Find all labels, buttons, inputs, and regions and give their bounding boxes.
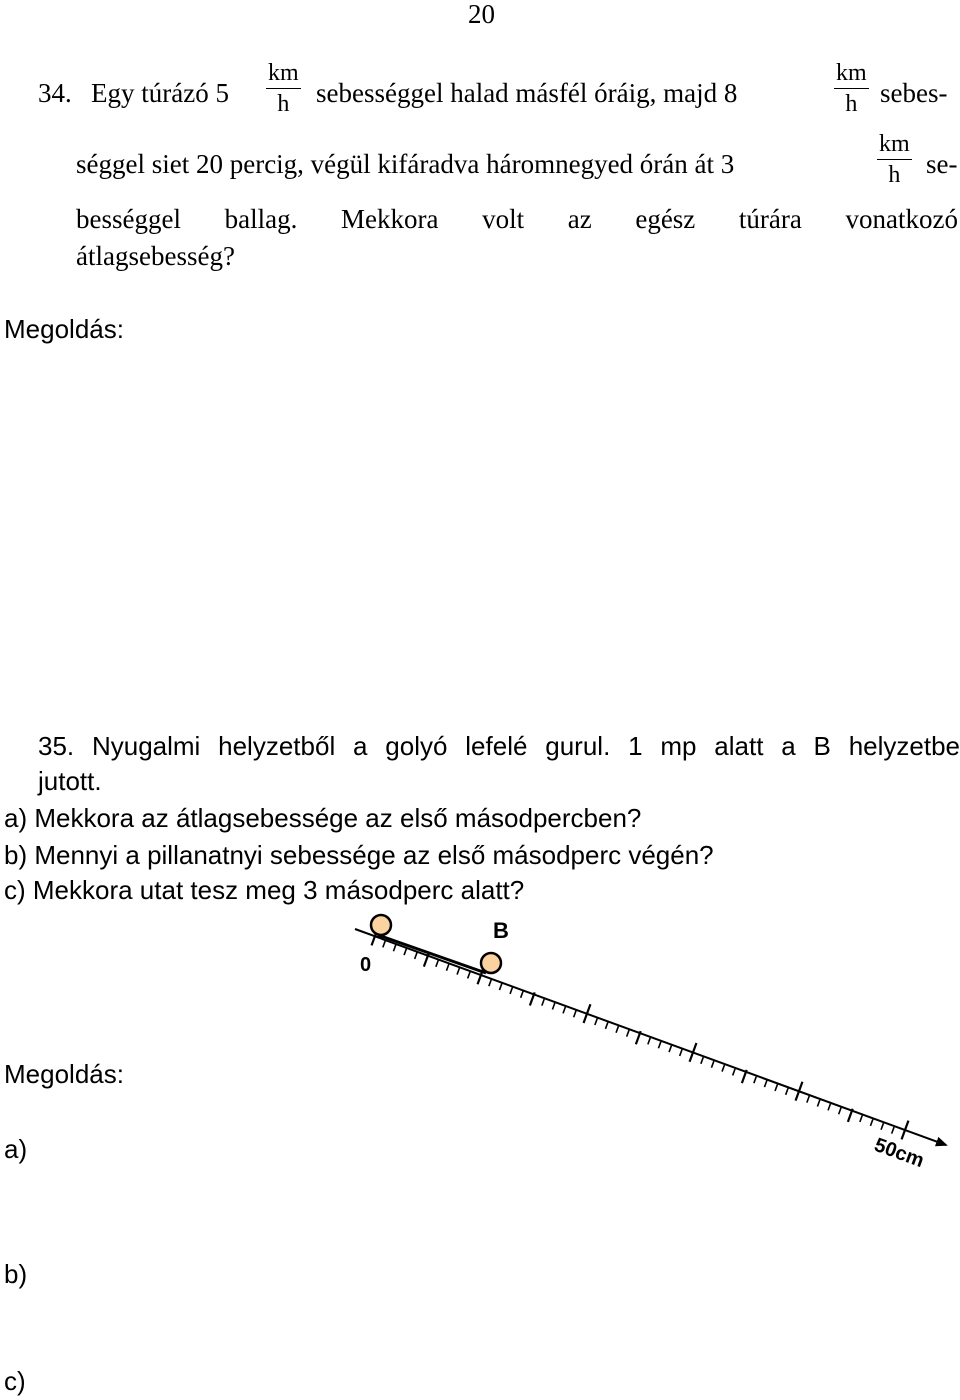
label-b: B bbox=[493, 918, 509, 943]
ruler-tick bbox=[552, 1003, 554, 1010]
problem-34-line1-b: sebességgel halad másfél óráig, majd 8 bbox=[316, 78, 738, 108]
ruler-tick bbox=[457, 968, 459, 975]
ruler-tick bbox=[574, 1011, 576, 1018]
ruler-tick bbox=[807, 1096, 809, 1103]
problem-34-solution-label: Megoldás: bbox=[4, 314, 124, 344]
problem-34-line2-b: se- bbox=[926, 149, 958, 179]
problem-34-line4: átlagsebesség? bbox=[76, 241, 235, 271]
ruler-tick bbox=[595, 1018, 597, 1025]
ruler-tick bbox=[648, 1038, 650, 1045]
ruler-tick bbox=[828, 1104, 830, 1111]
ruler-tick bbox=[446, 964, 448, 971]
problem-35-line2: jutott. bbox=[38, 766, 102, 796]
ruler-tick bbox=[881, 1123, 883, 1130]
ruler-tick bbox=[521, 991, 523, 998]
ruler-tick bbox=[616, 1026, 618, 1033]
ruler-tick bbox=[722, 1065, 724, 1072]
unit-numerator: km bbox=[266, 59, 301, 89]
ruler-tick bbox=[754, 1077, 756, 1084]
ruler-tick bbox=[393, 945, 395, 952]
ruler-tick bbox=[839, 1108, 841, 1115]
answer-a-label: a) bbox=[4, 1134, 28, 1164]
ruler-tick bbox=[870, 1119, 872, 1126]
problem-34-line1-a: Egy túrázó 5 bbox=[91, 78, 229, 108]
ruler-ticks bbox=[372, 927, 909, 1140]
ruler-tick bbox=[775, 1084, 777, 1091]
problem-35-line1: 35. Nyugalmi helyzetből a golyó lefelé gurul. 1 mp alatt a B helyzetbe bbox=[38, 731, 960, 761]
answer-c-label: c) bbox=[4, 1366, 26, 1396]
answer-b-label: b) bbox=[4, 1259, 28, 1289]
ruler-tick bbox=[605, 1022, 607, 1029]
ruler-tick bbox=[404, 949, 406, 956]
label-50cm: 50cm bbox=[871, 1134, 927, 1173]
ball-start bbox=[371, 915, 391, 935]
problem-35-question-a: a) Mekkora az átlagsebessége az első másodpercben? bbox=[4, 803, 642, 833]
ruler-tick bbox=[817, 1100, 819, 1107]
problem-34-line1-c: sebes- bbox=[880, 78, 948, 108]
ball-position-b bbox=[481, 953, 501, 973]
travelled-segment bbox=[378, 935, 486, 973]
ruler-tick bbox=[499, 983, 501, 990]
ruler-tick bbox=[489, 980, 491, 987]
ruler-tick bbox=[627, 1030, 629, 1037]
page-number: 20 bbox=[468, 0, 495, 29]
ruler-tick bbox=[669, 1046, 671, 1053]
ruler-tick bbox=[733, 1069, 735, 1076]
incline-axis-line bbox=[355, 929, 946, 1145]
ruler-tick bbox=[542, 999, 544, 1006]
problem-34-line2-a: séggel siet 20 percig, végül kifáradva háromnegyed órán át 3 bbox=[76, 149, 735, 179]
ruler-tick bbox=[436, 960, 438, 967]
problem-35-question-b: b) Mennyi a pillanatnyi sebessége az első másodperc végén? bbox=[4, 840, 714, 870]
ruler-tick bbox=[658, 1042, 660, 1049]
label-zero: 0 bbox=[360, 954, 372, 976]
ruler-tick bbox=[563, 1007, 565, 1014]
ruler-tick bbox=[711, 1061, 713, 1068]
unit-numerator: km bbox=[834, 59, 869, 89]
problem-34-line3: bességgel ballag. Mekkora volt az egész túrára vonatkozó bbox=[76, 204, 958, 234]
ruler-tick bbox=[468, 972, 470, 979]
problem-35-solution-label: Megoldás: bbox=[4, 1059, 124, 1089]
unit-denominator: h bbox=[845, 91, 858, 117]
problem-35-question-c: c) Mekkora utat tesz meg 3 másodperc alatt? bbox=[4, 875, 525, 905]
unit-denominator: h bbox=[277, 91, 290, 117]
ruler-tick bbox=[383, 941, 385, 948]
ruler-tick bbox=[860, 1115, 862, 1122]
unit-denominator: h bbox=[888, 162, 901, 188]
ruler-tick bbox=[764, 1080, 766, 1087]
ruler-tick bbox=[415, 952, 417, 959]
ruler-tick bbox=[892, 1127, 894, 1134]
ruler-tick bbox=[701, 1057, 703, 1064]
ruler-tick bbox=[680, 1049, 682, 1056]
ruler-tick bbox=[510, 987, 512, 994]
unit-numerator: km bbox=[877, 130, 912, 160]
problem-34-number: 34. bbox=[38, 78, 72, 108]
ruler-tick bbox=[786, 1088, 788, 1095]
